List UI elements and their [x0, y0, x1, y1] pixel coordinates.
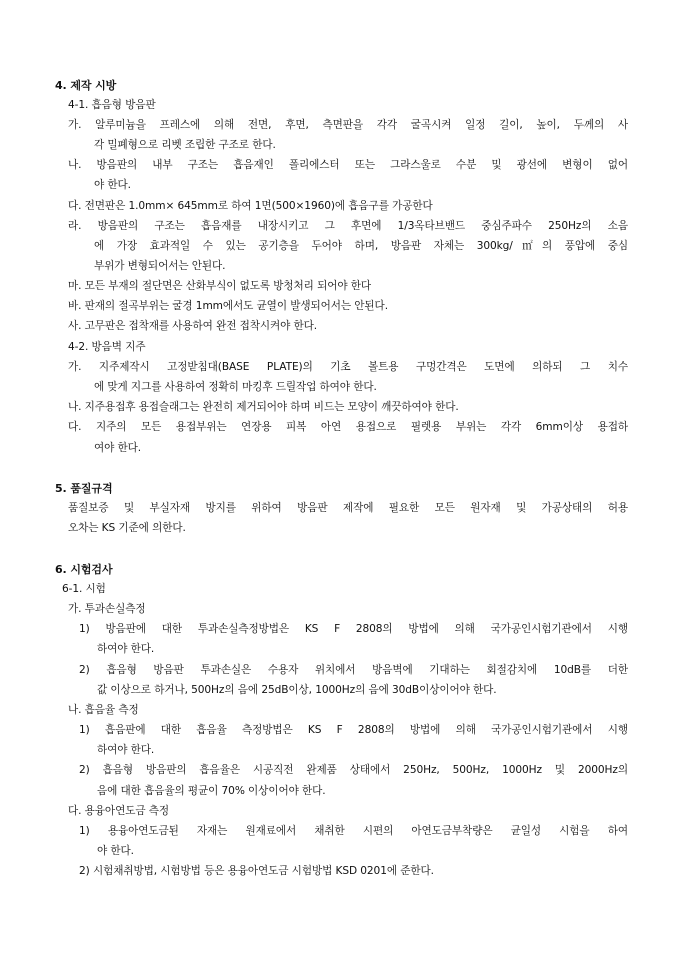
numbered-item: 1) 용융아연도금된 자재는 원재료에서 채취한 시편의 아연도금부착량은 균일성 시험을 하여: [79, 825, 628, 837]
list-item: 라. 방음판의 구조는 흡음재를 내장시키고 그 후면에 1/3옥타브밴드 중심주파수 250Hz의 소음: [68, 220, 628, 232]
section-heading: 5. 품질규격: [55, 482, 113, 495]
numbered-item-continuation: 음에 대한 흡음율의 평균이 70% 이상이어야 한다.: [97, 785, 326, 797]
subsection-label: 4-2. 방음벽 지주: [68, 341, 146, 353]
list-item-continuation: 에 가장 효과적일 수 있는 공기층을 두어야 하며, 방음판 자체는 300kg/㎡의 풍압에 중심: [94, 240, 628, 252]
numbered-item-continuation: 하여야 한다.: [97, 744, 155, 756]
list-item: 다. 지주의 모든 용접부위는 연장용 피복 아연 용접으로 필렛용 부위는 각각 6mm이상 용접하: [68, 421, 628, 433]
numbered-item-continuation: 하여야 한다.: [97, 643, 155, 655]
list-item: 바. 판재의 절곡부위는 굴경 1mm에서도 균열이 발생되어서는 안된다.: [68, 300, 388, 312]
subsection-label: 6-1. 시험: [62, 583, 106, 595]
group-label: 가. 투과손실측정: [68, 603, 146, 615]
numbered-item-continuation: 야 한다.: [97, 845, 134, 857]
list-item: 가. 지주제작시 고정받침대(BASE PLATE)의 기초 볼트용 구멍간격은 도면에 의하되 그 치수: [68, 361, 628, 373]
list-item-continuation: 여야 한다.: [94, 442, 142, 454]
group-label: 다. 용융아연도금 측정: [68, 805, 170, 817]
list-item: 사. 고무판은 접착재를 사용하여 완전 접착시켜야 한다.: [68, 320, 318, 332]
numbered-item: 1) 흡음판에 대한 흡음율 측정방법은 KS F 2808의 방법에 의해 국가공인시험기관에서 시행: [79, 724, 628, 736]
paragraph-line: 품질보증 및 부실자재 방지를 위하여 방음판 제작에 필요한 모든 원자재 및 가공상태의 허용: [68, 502, 628, 514]
list-item: 가. 알루미늄을 프레스에 의해 전면, 후면, 측면판을 각각 굴곡시켜 일정 길이, 높이, 두께의 사: [68, 119, 628, 131]
numbered-item: 2) 흡음형 방음판의 흡음율은 시공직전 완제품 상태에서 250Hz, 500Hz, 1000Hz 및 2000Hz의: [79, 764, 628, 776]
numbered-item: 1) 방음판에 대한 투과손실측정방법은 KS F 2808의 방법에 의해 국가공인시험기관에서 시행: [79, 623, 628, 635]
subsection-label: 4-1. 흡음형 방음판: [68, 99, 156, 111]
list-item: 나. 방음판의 내부 구조는 흡음재인 폴리에스터 또는 그라스울로 수분 및 광선에 변형이 없어: [68, 159, 628, 171]
section-heading: 6. 시험검사: [55, 563, 113, 576]
list-item-continuation: 부위가 변형되어서는 안된다.: [94, 260, 226, 272]
numbered-item-continuation: 값 이상으로 하거나, 500Hz의 음에 25dB이상, 1000Hz의 음에 30dB이상이어야 한다.: [97, 684, 497, 696]
numbered-item: 2) 시험채취방법, 시험방법 등은 용융아연도금 시험방법 KSD 0201에 준한다.: [79, 865, 434, 877]
list-item: 마. 모든 부재의 절단면은 산화부식이 없도록 방청처리 되어야 한다: [68, 280, 372, 292]
list-item-continuation: 각 밀폐형으로 리벳 조립한 구조로 한다.: [94, 139, 276, 151]
list-item-continuation: 야 한다.: [94, 179, 131, 191]
list-item: 다. 전면판은 1.0mm× 645mm로 하여 1면(500×1960)에 흡음구를 가공한다: [68, 200, 433, 212]
list-item: 나. 지주용접후 용접슬래그는 완전히 제거되어야 하며 비드는 모양이 깨끗하여야 한다.: [68, 401, 459, 413]
section-heading: 4. 제작 시방: [55, 79, 117, 92]
group-label: 나. 흡음율 측정: [68, 704, 139, 716]
numbered-item: 2) 흡음형 방음판 투과손실은 수용자 위치에서 방음벽에 기대하는 회절감치에 10dB를 더한: [79, 664, 628, 676]
paragraph-line: 오차는 KS 기준에 의한다.: [68, 522, 186, 534]
list-item-continuation: 에 맞게 지그를 사용하여 정확히 마킹후 드릴작업 하여야 한다.: [94, 381, 377, 393]
